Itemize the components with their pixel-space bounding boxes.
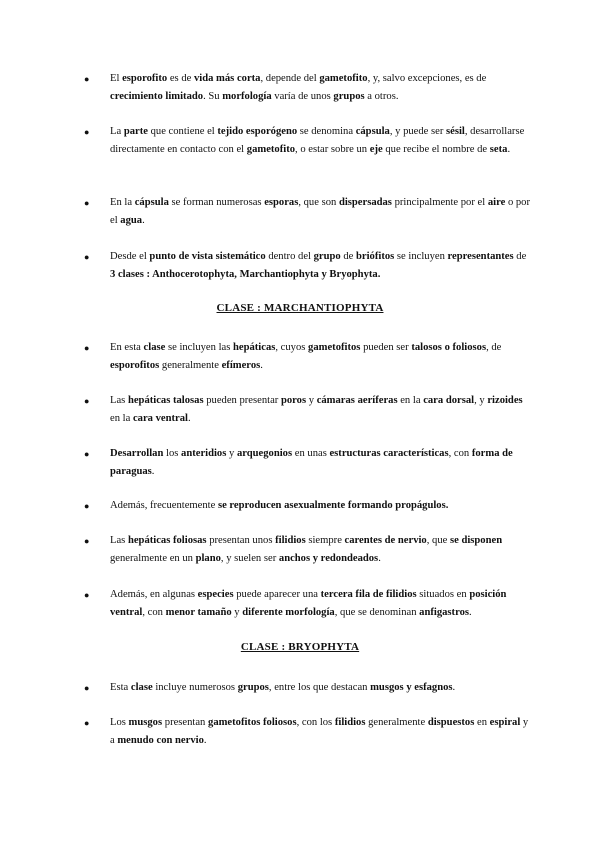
text-run: . (469, 607, 472, 618)
text-run: , con (142, 607, 166, 618)
text-run: , depende del (260, 73, 320, 84)
bold-text-run: cápsula (355, 126, 390, 137)
bullet-item (84, 392, 534, 428)
bold-text-run: poros (280, 395, 309, 406)
bold-text-run: se disponen (449, 535, 503, 546)
text-run: , entre los que destacan (268, 682, 371, 693)
bold-text-run: arquegonios (236, 448, 295, 459)
text-run: y (229, 448, 237, 459)
bullet-text (110, 714, 534, 750)
bold-text-run: clase (130, 682, 156, 693)
bullet-text (110, 392, 534, 428)
text-run: generalmente en un (110, 553, 196, 564)
text-run: Las (110, 535, 128, 546)
bullet-icon: ● (84, 536, 90, 546)
bold-text-run: menudo con nervio (117, 735, 204, 746)
section-heading: CLASE : MARCHANTIOPHYTA (216, 302, 384, 314)
bold-text-run: hepáticas talosas (127, 395, 207, 406)
bold-text-run: aire (487, 197, 508, 208)
bullet-item (84, 248, 534, 284)
bullet-item (84, 123, 534, 159)
bold-text-run: filidios (275, 535, 309, 546)
bold-text-run: dispersadas (338, 197, 395, 208)
bullet-icon: ● (84, 590, 90, 600)
bold-text-run: esporas (264, 197, 299, 208)
text-run: puede aparecer una (236, 589, 321, 600)
bullet-text (110, 679, 534, 697)
text-run: Los (110, 717, 129, 728)
bold-text-run: musgos (128, 717, 165, 728)
bullet-text (110, 497, 534, 515)
text-run: , desarrollarse directamente en contacto con el (110, 126, 525, 155)
bold-text-run: tejido esporógeno (217, 126, 300, 137)
bold-text-run: clase (143, 342, 168, 353)
text-run: . (203, 735, 207, 746)
bold-text-run: forma de paraguas (110, 448, 513, 477)
text-run: . (507, 144, 511, 155)
bold-text-run: cápsula (134, 197, 172, 208)
bold-text-run: talosos o foliosos (411, 342, 487, 353)
text-run: La (110, 126, 124, 137)
text-run: generalmente (368, 717, 428, 728)
bold-text-run: plano (195, 553, 221, 564)
bullet-icon: ● (84, 396, 90, 406)
text-run: de (516, 251, 527, 262)
bullet-icon: ● (84, 501, 90, 511)
bold-text-run: vida más corta (193, 73, 261, 84)
text-run: generalmente (161, 360, 222, 371)
bullet-icon: ● (84, 449, 90, 459)
bold-text-run: hepáticas foliosas (127, 535, 210, 546)
text-run: , con los (296, 717, 335, 728)
bold-text-run: gametofitos foliosos (208, 717, 297, 728)
bullet-text (110, 532, 534, 568)
bold-text-run: espiral (489, 717, 523, 728)
bullet-icon: ● (84, 198, 90, 208)
bullet-text (110, 586, 534, 622)
text-run: Además, en algunas (110, 589, 198, 600)
bullet-text (110, 70, 534, 106)
text-run: , y (474, 395, 488, 406)
bold-text-run: estructuras características (329, 448, 449, 459)
bullet-icon: ● (84, 718, 90, 728)
bullet-text (110, 248, 534, 284)
section-heading: CLASE : BRYOPHYTA (240, 641, 360, 653)
text-run: . (151, 466, 155, 477)
text-run: y (308, 395, 317, 406)
bold-text-run: cámaras aeríferas (316, 395, 401, 406)
text-run: que recibe el nombre de (385, 144, 490, 155)
text-run: principalmente por el (394, 197, 488, 208)
text-run: y (234, 607, 243, 618)
text-run: en la (110, 413, 133, 424)
text-run: de (343, 251, 357, 262)
text-run: En esta (110, 342, 144, 353)
bullet-icon: ● (84, 683, 90, 693)
text-run: siempre (308, 535, 345, 546)
bullet-item (84, 679, 534, 697)
text-run: En la (110, 197, 135, 208)
text-run: , y suelen ser (220, 553, 279, 564)
bold-text-run: grupos (333, 91, 368, 102)
text-run: pueden presentar (206, 395, 281, 406)
bullet-item (84, 194, 534, 230)
bold-text-run: anfigastros (419, 607, 470, 618)
text-run: El (110, 73, 123, 84)
bold-text-run: 3 clases : Anthocerotophyta, Marchantiophyta y Bryophyta. (110, 269, 381, 280)
bold-text-run: filidios (334, 717, 369, 728)
bullet-icon: ● (84, 74, 90, 84)
text-run: Esta (110, 682, 131, 693)
text-run: pueden ser (363, 342, 412, 353)
bullet-text (110, 445, 534, 481)
text-run: , que (426, 535, 450, 546)
text-run: en (477, 717, 490, 728)
bold-text-run: agua (120, 215, 143, 226)
bold-text-run: rizoides (487, 395, 523, 406)
bold-text-run: dispuestos (427, 717, 477, 728)
text-run: . Su (203, 91, 223, 102)
bullet-icon: ● (84, 343, 90, 353)
bold-text-run: representantes (447, 251, 517, 262)
text-run: . (452, 682, 456, 693)
bold-text-run: seta (489, 144, 508, 155)
bold-text-run: parte (123, 126, 151, 137)
text-run: . (378, 553, 381, 564)
bold-text-run: diferente morfología (242, 607, 335, 618)
text-run: y a (110, 717, 529, 746)
bold-text-run: anchos y redondeados (278, 553, 379, 564)
bold-text-run: cara ventral (132, 413, 188, 424)
bold-text-run: sésil (446, 126, 465, 137)
bold-text-run: grupo (313, 251, 344, 262)
bold-text-run: posición ventral (110, 589, 507, 618)
text-run: . (260, 360, 263, 371)
bullet-text (110, 194, 534, 230)
bold-text-run: punto de vista sistemático (149, 251, 269, 262)
text-run: , cuyos (275, 342, 309, 353)
bold-text-run: Desarrollan (110, 448, 167, 459)
text-run: , y, salvo excepciones, es de (367, 73, 487, 84)
text-run: se forman numerosas (171, 197, 265, 208)
text-run: , de (486, 342, 502, 353)
text-run: se denomina (299, 126, 356, 137)
text-run: que contiene el (150, 126, 218, 137)
bold-text-run: gametofito (246, 144, 296, 155)
bullet-item (84, 445, 534, 481)
bold-text-run: menor tamaño (165, 607, 235, 618)
bold-text-run: crecimiento limitado (110, 91, 204, 102)
bold-text-run: tercera fila de filidios (320, 589, 420, 600)
bold-text-run: se reproducen asexualmente formando propágulos. (217, 500, 449, 511)
text-run: presentan (164, 717, 209, 728)
text-run: , con (448, 448, 472, 459)
text-run: Además, frecuentemente (110, 500, 218, 511)
text-run: a otros. (367, 91, 399, 102)
text-run: presentan unos (209, 535, 276, 546)
text-run: , y puede ser (389, 126, 447, 137)
bullet-text (110, 123, 534, 159)
text-run: situados en (419, 589, 470, 600)
text-run: , que son (298, 197, 339, 208)
text-run: se incluyen las (167, 342, 233, 353)
text-run: es de (169, 73, 194, 84)
text-run: , o estar sobre un (295, 144, 370, 155)
bullet-item (84, 586, 534, 622)
text-run: . (187, 413, 191, 424)
bold-text-run: anteridios (181, 448, 229, 459)
text-run: , que se denominan (334, 607, 420, 618)
text-run: en unas (294, 448, 330, 459)
bullet-icon: ● (84, 127, 90, 137)
text-run: o por el (110, 197, 531, 226)
bold-text-run: gametofitos (308, 342, 364, 353)
bullet-text (110, 339, 534, 375)
bullet-icon: ● (84, 252, 90, 262)
text-run: Desde el (110, 251, 150, 262)
text-run: en la (400, 395, 424, 406)
bullet-item (84, 714, 534, 750)
bold-text-run: musgos y esfagnos (370, 682, 453, 693)
bullet-item (84, 497, 534, 515)
bold-text-run: especies (197, 589, 237, 600)
text-run: los (166, 448, 182, 459)
bold-text-run: esporofito (122, 73, 170, 84)
bold-text-run: carentes de nervio (344, 535, 427, 546)
bold-text-run: briófitos (356, 251, 397, 262)
bold-text-run: efímeros (221, 360, 261, 371)
bold-text-run: hepáticas (233, 342, 276, 353)
bullet-item (84, 339, 534, 375)
text-run: varía de unos (274, 91, 334, 102)
text-run: incluye numerosos (155, 682, 238, 693)
bold-text-run: esporofitos (110, 360, 162, 371)
text-run: Las (110, 395, 128, 406)
text-run: se incluyen (396, 251, 448, 262)
bold-text-run: gametofito (319, 73, 368, 84)
bullet-item (84, 70, 534, 106)
text-run: dentro del (268, 251, 314, 262)
bullet-item (84, 532, 534, 568)
text-run: . (142, 215, 145, 226)
bold-text-run: morfología (222, 91, 275, 102)
bold-text-run: cara dorsal (423, 395, 475, 406)
bold-text-run: grupos (237, 682, 269, 693)
bold-text-run: eje (369, 144, 386, 155)
